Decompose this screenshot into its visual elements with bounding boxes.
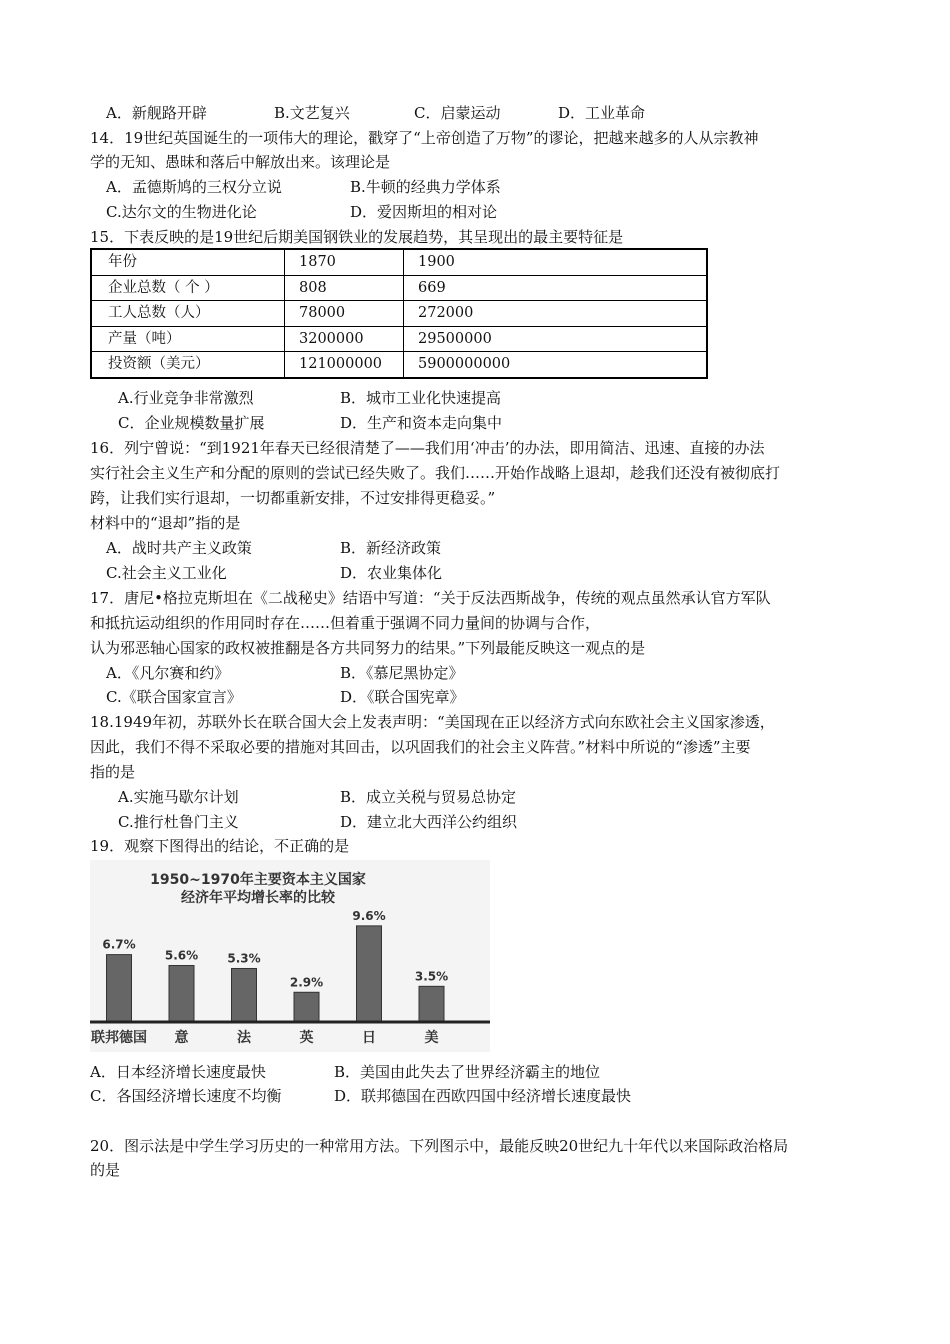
chart-bar — [357, 926, 382, 1021]
table-cell: 企业总数（ 个 ） — [91, 275, 285, 301]
chart-bar — [232, 968, 257, 1021]
table-cell: 产量（吨） — [91, 326, 285, 352]
table-row — [91, 249, 707, 275]
q19-option-c: C．各国经济增长速度不均衡 — [90, 1087, 282, 1105]
growth-rate-bar-chart — [90, 860, 490, 1052]
table-row — [91, 275, 707, 301]
bar-value-label: 5.6% — [164, 948, 199, 963]
table-row — [91, 301, 707, 327]
category-label: 美 — [424, 1030, 439, 1046]
q18-option-a: A.实施马歇尔计划 — [118, 788, 239, 806]
category-label: 日 — [362, 1030, 376, 1046]
q18-option-c: C.推行杜鲁门主义 — [118, 813, 239, 831]
q15-option-a: A.行业竞争非常激烈 — [118, 389, 254, 407]
q19-option-b: B．美国由此失去了世界经济霸主的地位 — [334, 1063, 601, 1081]
q17-option-a: A．《凡尔赛和约》 — [106, 664, 230, 682]
q18-line2: 因此，我们不得不采取必要的措施对其回击，以巩固我们的社会主义阵营。”材料中所说的“渗透”主要 — [90, 738, 751, 756]
category-label: 英 — [299, 1030, 314, 1046]
table-cell: 121000000 — [285, 352, 404, 378]
q16-line1: 16．列宁曾说：“到1921年春天已经很清楚了——我们用‘冲击’的办法，即用简洁、迅速、直接的办法 — [90, 439, 765, 457]
q17-line2: 和抵抗运动组织的作用同时存在……但着重于强调不同力量间的协调与合作， — [90, 614, 601, 632]
table-cell: 808 — [285, 275, 404, 301]
table-cell: 78000 — [285, 301, 404, 327]
q14-stem-line2: 学的无知、愚昧和落后中解放出来。该理论是 — [90, 153, 391, 171]
q18-option-d: D．建立北大西洋公约组织 — [340, 813, 518, 831]
q17-line1: 17．唐尼•格拉克斯坦在《二战秘史》结语中写道：“关于反法西斯战争，传统的观点虽然承认官方军队 — [90, 589, 771, 607]
q15-data-table — [90, 248, 708, 379]
chart-bar — [169, 966, 194, 1021]
q15-option-b: B．城市工业化快速提高 — [340, 389, 502, 407]
q13-option-d: D．工业革命 — [558, 104, 646, 122]
table-cell: 3200000 — [285, 326, 404, 352]
q14-option-d: D．爱因斯坦的相对论 — [350, 203, 498, 221]
chart-title: 1950~1970年主要资本主义国家 — [150, 872, 366, 888]
table-cell: 年份 — [91, 249, 285, 275]
table-cell: 29500000 — [404, 326, 708, 352]
table-cell: 272000 — [404, 301, 708, 327]
q17-option-b: B．《慕尼黑协定》 — [340, 664, 464, 682]
category-label: 意 — [174, 1030, 189, 1046]
table-cell: 669 — [404, 275, 708, 301]
q17-option-d: D．《联合国宪章》 — [340, 688, 465, 706]
table-cell: 工人总数（人） — [91, 301, 285, 327]
q19-stem: 19．观察下图得出的结论，不正确的是 — [90, 837, 350, 855]
bar-value-label: 6.7% — [102, 937, 136, 952]
q15-stem: 15．下表反映的是19世纪后期美国钢铁业的发展趋势，其呈现出的最主要特征是 — [90, 228, 624, 246]
table-cell: 1900 — [404, 249, 708, 275]
q20-line2: 的是 — [90, 1161, 121, 1179]
table-cell: 5900000000 — [404, 352, 708, 378]
q18-line3: 指的是 — [90, 763, 136, 781]
q16-option-a: A．战时共产主义政策 — [106, 539, 252, 557]
chart-bar — [107, 955, 132, 1021]
q14-option-b: B.牛顿的经典力学体系 — [350, 178, 501, 196]
q16-option-c: C.社会主义工业化 — [106, 564, 227, 582]
bar-value-label: 9.6% — [352, 908, 386, 923]
q14-option-a: A．孟德斯鸠的三权分立说 — [106, 178, 282, 196]
q19-option-d: D．联邦德国在西欧四国中经济增长速度最快 — [334, 1087, 632, 1105]
q16-line4: 材料中的“退却”指的是 — [90, 514, 241, 532]
q16-option-d: D．农业集体化 — [340, 564, 443, 582]
table-cell: 投资额（美元） — [91, 352, 285, 378]
q18-option-b: B．成立关税与贸易总协定 — [340, 788, 517, 806]
q16-line2: 实行社会主义生产和分配的原则的尝试已经失败了。我们……开始作战略上退却，趁我们还没有被彻底打 — [90, 464, 781, 482]
q16-option-b: B．新经济政策 — [340, 539, 442, 557]
category-label: 联邦德国 — [91, 1030, 147, 1046]
q19-option-a: A．日本经济增长速度最快 — [90, 1063, 266, 1081]
q13-option-a: A．新舰路开辟 — [106, 104, 207, 122]
table-cell: 1870 — [285, 249, 404, 275]
bar-value-label: 5.3% — [227, 951, 261, 966]
bar-value-label: 3.5% — [414, 969, 449, 984]
table-row — [91, 352, 707, 378]
q17-line3: 认为邪恶轴心国家的政权被推翻是各方共同努力的结果。”下列最能反映这一观点的是 — [90, 639, 646, 657]
q13-option-c: C．启蒙运动 — [414, 104, 501, 122]
q16-line3: 跨，让我们实行退却，一切都重新安排，不过安排得更稳妥。” — [90, 489, 496, 507]
q13-option-b: B.文艺复兴 — [274, 104, 350, 122]
chart-bar — [294, 992, 319, 1021]
table-row — [91, 326, 707, 352]
q17-option-c: C.《联合国家宣言》 — [106, 688, 242, 706]
bar-value-label: 2.9% — [289, 975, 324, 990]
chart-subtitle: 经济年平均增长率的比较 — [181, 890, 335, 906]
q14-stem-line1: 14．19世纪英国诞生的一项伟大的理论，戳穿了“上帝创造了万物”的谬论，把越来越多的人从宗教神 — [90, 129, 759, 147]
category-label: 法 — [237, 1030, 251, 1046]
q14-option-c: C.达尔文的生物进化论 — [106, 203, 257, 221]
q18-line1: 18.1949年初，苏联外长在联合国大会上发表声明：“美国现在正以经济方式向东欧社会主义国家渗透， — [90, 713, 775, 731]
chart-bar — [419, 986, 444, 1021]
q15-option-c: C．企业规模数量扩展 — [118, 414, 265, 432]
q20-line1: 20．图示法是中学生学习历史的一种常用方法。下列图示中，最能反映20世纪九十年代以来国际政治格局 — [90, 1137, 789, 1155]
q15-option-d: D．生产和资本走向集中 — [340, 414, 503, 432]
